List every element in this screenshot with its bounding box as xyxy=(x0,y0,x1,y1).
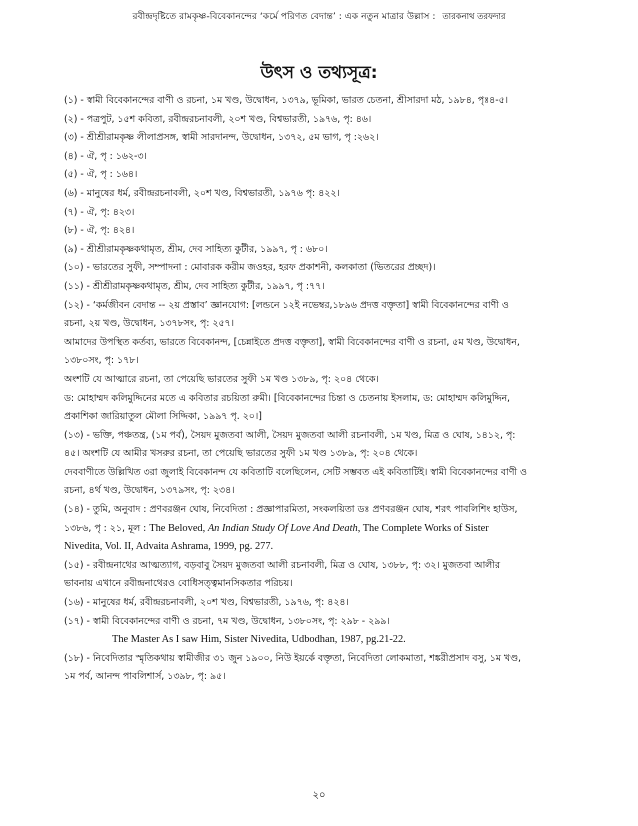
reference-line xyxy=(64,111,578,130)
reference-text: (১০) - ভারতের সুফী, সম্পাদনা : মোবারক করীম জওহর, হরফ প্রকাশনী, কলকাতা (ভিতরের প্রচ্ছদ)। xyxy=(64,262,436,274)
reference-line xyxy=(64,445,578,464)
reference-latin-text xyxy=(64,541,273,552)
reference-line xyxy=(64,613,578,632)
reference-line xyxy=(64,390,578,409)
reference-line xyxy=(64,464,578,483)
reference-text: (১৮) - নিবেদিতার স্মৃতিকথায় স্বামীজীর ৩১ জুন ১৯০০, নিউ ইয়র্কে বক্তৃতা, নিবেদিতা লোকমাতা, শঙ্করীপ্রসাদ বসু, ১ম খণ্ড, xyxy=(64,652,522,664)
reference-text: (৪) - ঐ, পৃ : ১৬২-৩। xyxy=(64,150,147,162)
reference-line xyxy=(64,241,578,260)
reference-line xyxy=(64,315,578,334)
reference-text: রচনা, ৪র্থ খণ্ড, উদ্বোধন, ১৩৭৯সং, পৃ: ২৩৪। xyxy=(64,485,235,497)
reference-text: (১১) - শ্রীশ্রীরামকৃষ্ণকথামৃত, শ্রীম, দেব সাহিত্য কুটীর, ১৯৯৭, পৃ :৭৭। xyxy=(64,280,325,292)
reference-text: প্রকাশিকা জারিয়াতুল মৌলা সিদ্দিকা, ১৯৯৭ পৃ. ২০।] xyxy=(64,411,262,423)
reference-line xyxy=(64,222,578,241)
reference-text: (১৩) - ভক্তি, পঞ্চতন্ত্র, (১ম পর্ব), সৈয়দ মুজতবা আলী, সৈয়দ মুজতবা আলী রচনাবলী, ১ম খণ্ড, মিত্র ও ঘোষ, ১৪১২, পৃ: xyxy=(64,429,516,441)
section-heading: উৎস ও তথ্যসূত্র: xyxy=(260,63,378,83)
reference-text: (১৬) - মানুষের ধর্ম, রবীন্দ্ররচনাবলী, ২০শ খণ্ড, বিশ্বভারতী, ১৯৭৬, পৃ: ৪২৪। xyxy=(64,597,349,609)
reference-text: ১৩৮০সং, পৃ: ১৭৮। xyxy=(64,355,139,367)
latin-segment: Nivedita, Vol. II, Advaita Ashrama, 1999, pg. 277. xyxy=(64,541,274,553)
running-head-author: তারকনাথ তরফদার xyxy=(442,11,506,21)
reference-text: (৮) - ঐ, পৃ: ৪২৪। xyxy=(64,225,135,237)
reference-text: ভাবনায় এখানে রবীন্দ্রনাথেরও বোধিসত্ত্বমানসিকতার পরিচয়। xyxy=(64,578,293,590)
reference-text: (১৪) - তুমি, অনুবাদ : প্রণবরঞ্জন ঘোষ, নিবেদিতা : প্রজ্ঞাপারমিতা, সংকলয়িতা ডঃ প্রণবরঞ্জন ঘোষ, শরৎ পাবলিশিং হাউস, xyxy=(64,504,518,516)
reference-line xyxy=(64,650,578,669)
reference-text: (৬) - মানুষের ধর্ম, রবীন্দ্ররচনাবলী, ২০শ খণ্ড, বিশ্বভারতী, ১৯৭৬ পৃ: ৪২২। xyxy=(64,187,340,199)
reference-line xyxy=(64,185,578,204)
reference-line xyxy=(64,520,578,539)
reference-line xyxy=(64,278,578,297)
reference-text: ১ম পর্ব, আনন্দ পাবলিশার্স, ১৩৯৮, পৃ: ৯৫। xyxy=(64,671,226,683)
reference-line xyxy=(64,334,578,353)
reference-line xyxy=(64,594,578,613)
reference-text: (১৫) - রবীন্দ্রনাথের আত্মত্যাগ, বড়বাবু সৈয়দ মুজতবা আলী রচনাবলী, মিত্র ও ঘোষ, ১৩৮৮, পৃ: ৩২। মুজতবা আলীর xyxy=(64,559,500,571)
reference-text: ড: মোহাম্মদ কলিমুদ্দিনের মতে এ কবিতার রচয়িতা রুমী। [বিবেকানন্দের চিন্তা ও চেতনায় ইসলাম, ড: মোহাম্মদ কলিমুদ্দিন, xyxy=(64,392,511,404)
reference-line xyxy=(64,352,578,371)
reference-line xyxy=(64,166,578,185)
reference-text: দেববাণীতে উল্লিখিত ৩রা জুলাই বিবেকানন্দ যে কবিতাটি বলেছিলেন, সেটি সম্ভবত এই কবিতাটিই। স্বামী বিবেকানন্দের বাণী ও xyxy=(64,466,527,478)
reference-text: ১৩৮৬, পৃ : ২১, মূল : xyxy=(64,522,150,534)
reference-line xyxy=(64,575,578,594)
latin-segment: The Master As I saw Him, Sister Nivedita, Udbodhan, 1987, pg.21-22. xyxy=(112,634,406,646)
reference-line xyxy=(64,297,578,316)
reference-text: (২) - পত্রপুট, ১৫শ কবিতা, রবীন্দ্ররচনাবলী, ২০শ খণ্ড, বিশ্বভারতী, ১৯৭৬, পৃ: ৪৬। xyxy=(64,113,372,125)
reference-list xyxy=(64,92,578,687)
reference-line xyxy=(64,631,578,650)
reference-line xyxy=(64,259,578,278)
reference-text: (৯) - শ্রীশ্রীরামকৃষ্ণকথামৃত, শ্রীম, দেব সাহিত্য কুটীর, ১৯৯৭, পৃ : ৬৮০। xyxy=(64,243,328,255)
reference-text: রচনা, ২য় খণ্ড, উদ্বোধন, ১৩৭৮সং, পৃ: ২৫৭। xyxy=(64,318,234,330)
reference-line xyxy=(64,408,578,427)
reference-text: ৪৫। অংশটি যে আমীর খসরুর রচনা, তা পেয়েছি ভারতের সুফী ১ম খণ্ড ১৩৮৯, পৃ: ২০৪ থেকে। xyxy=(64,448,418,460)
reference-line xyxy=(64,148,578,167)
latin-segment: The Beloved, xyxy=(149,522,208,534)
reference-line xyxy=(64,371,578,390)
reference-line xyxy=(64,427,578,446)
running-head-title: রবীন্দ্রদৃষ্টিতে রামকৃষ্ণ-বিবেকানন্দের ‘কর্মে পরিণত বেদান্ত’ : এক নতুন মাত্রার উল্লাস : xyxy=(132,11,436,22)
reference-line xyxy=(64,204,578,223)
reference-text: (৫) - ঐ, পৃ : ১৬৪। xyxy=(64,169,138,181)
reference-text: (৭) - ঐ, পৃ: ৪২৩। xyxy=(64,206,135,218)
running-head xyxy=(0,9,638,24)
reference-line xyxy=(64,129,578,148)
reference-line xyxy=(64,92,578,111)
latin-italic-title: An Indian Study Of Love And Death xyxy=(207,522,358,534)
reference-text: (১৭) - স্বামী বিবেকানন্দের বাণী ও রচনা, ৭ম খণ্ড, উদ্বোধন, ১৩৮০সং, পৃ: ২৯৮ - ২৯৯। xyxy=(64,615,390,627)
reference-line xyxy=(64,538,578,557)
reference-line xyxy=(64,557,578,576)
reference-text: (১) - স্বামী বিবেকানন্দের বাণী ও রচনা, ১ম খণ্ড, উদ্বোধন, ১৩৭৯, ভূমিকা, ভারত চেতনা, শ্রীসারদা মঠ, ১৯৮৪, পৃঃ৪-৫। xyxy=(64,95,509,106)
reference-text: আমাদের উপস্থিত কর্তব্য, ভারতে বিবেকানন্দ, [চেন্নাইতে প্রদত্ত বক্তৃতা], স্বামী বিবেকানন্দের বাণী ও রচনা, ৫ম খণ্ড, উদ্বোধন, xyxy=(64,336,520,348)
reference-line xyxy=(64,668,578,687)
reference-line xyxy=(64,482,578,501)
page-number: ২০ xyxy=(312,790,326,801)
reference-text: (৩) - শ্রীশ্রীরামকৃষ্ণ লীলাপ্রসঙ্গ, স্বামী সারদানন্দ, উদ্বোধন, ১৩৭২, ৫ম ভাগ, পৃ :২৬২। xyxy=(64,132,379,144)
reference-text: অংশটি যে আত্মারে রচনা, তা পেয়েছি ভারতের সুফী ১ম খণ্ড ১৩৮৯, পৃ: ২০৪ থেকে। xyxy=(64,373,379,385)
latin-segment: , The Complete Works of Sister xyxy=(357,522,489,534)
reference-latin-text xyxy=(149,523,488,534)
reference-latin-text xyxy=(112,634,406,645)
reference-line xyxy=(64,501,578,520)
reference-text: (১২) - ‘কর্মজীবন বেদান্ত -- ২য় প্রস্তাব’ জ্ঞানযোগ: [লন্ডনে ১২ই নভেম্বর,১৮৯৬ প্রদত্ত বক্তৃতা] স্বামী বিবেকানন্দের বাণী ও xyxy=(64,299,509,311)
